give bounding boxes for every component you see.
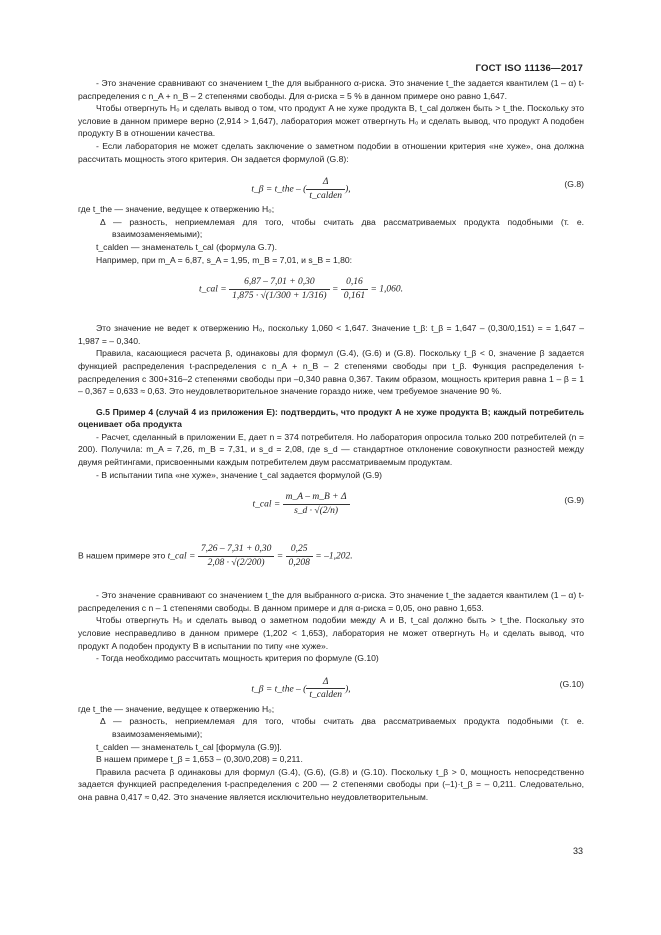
formula-g8: t_β = t_the – ( $\frac{\Delta}{\text{t\_calden}}$ ), (G.8) xyxy=(251,177,584,201)
formula-lhs: t_β = t_the – xyxy=(251,684,301,695)
denominator: 0,208 xyxy=(288,557,310,568)
formula-example-2 xyxy=(78,537,584,585)
formula-label: (G.9) xyxy=(564,495,584,506)
paragraph: Правила расчета β одинаковы для формул (G.4), (G.6), (G.8) и (G.10). Поскольку t_β > 0, мощность непосредственно задается функцией распределения t-распределения с 200 — 2 степенями свободы при (–1)·t_β = – 0,211. Следовательно, она равна 0,417 ≈ 0,42. Это значение является исключительно неудовлетворительным. xyxy=(78,766,584,802)
paragraph: Чтобы отвергнуть H₀ и сделать вывод о заметном подобии между A и B, t_cal должно быть > t_the. Поскольку это условие несправедливо в данном примере (1,202 < 1,653), лаборатория не может отвергнуть H₀ и сделать вывод, что продукт A подобен продукту B в испытании по типу «не хуже». xyxy=(78,615,584,651)
document-code: ГОСТ ISO 11136—2017 xyxy=(475,63,583,74)
paragraph: - Если лаборатория не может сделать заключение о заметном подобии в отношении критерия «не хуже», она должна рассчитать мощность этого критерия. Он задается формулой (G.8): xyxy=(78,140,584,164)
paragraph: - Это значение сравнивают со значением t_the для выбранного α-риска. Это значение t_the задается квантилем (1 – α) t-распределения с n_A + n_B – 2 степенями свободы. Для α-риска = 5 % в данном примере оно равно 1,647. xyxy=(78,78,584,101)
fraction xyxy=(283,491,350,517)
denominator: 2,08 · √(2/200) xyxy=(207,557,265,568)
definition: t_calden — знаменатель t_cal [формула (G.9)]. xyxy=(96,741,282,752)
section-heading: G.5 Пример 4 (случай 4 из приложения E): подтвердить, что продукт A не хуже продукта B; каждый потребитель оценивает оба продукта xyxy=(78,406,584,430)
definition: t_calden — знаменатель t_cal (формула G.7). xyxy=(96,241,277,252)
numerator: Δ xyxy=(306,676,345,690)
fraction xyxy=(198,543,275,569)
numerator: Δ xyxy=(306,176,345,190)
formula-result: = 1,060. xyxy=(370,284,404,295)
example-lead: В нашем примере это xyxy=(78,550,166,561)
paragraph: В нашем примере t_β = 1,653 – (0,30/0,208) = 0,211. xyxy=(96,754,303,765)
numerator: 0,16 xyxy=(341,276,368,290)
fraction xyxy=(229,276,329,302)
page-number: 33 xyxy=(573,846,584,856)
numerator: 6,87 – 7,01 + 0,30 xyxy=(229,276,329,290)
formula-g9 xyxy=(78,485,584,533)
paragraph: - Тогда необходимо рассчитать мощность критерия по формуле (G.10) xyxy=(96,653,379,664)
formula-lhs: t_cal = xyxy=(252,499,281,510)
numerator: m_A – m_B + Δ xyxy=(283,491,350,505)
equals-sign: = xyxy=(276,551,284,562)
numerator: 0,25 xyxy=(286,543,313,557)
definition: где t_the — значение, ведущее к отвержению H₀; xyxy=(78,204,275,215)
definition: Δ — разность, неприемлемая для того, чтобы считать два рассматриваемых продукта подобными (т. е. взаимозаменяемыми); xyxy=(100,716,584,739)
paragraph: Правила, касающиеся расчета β, одинаковы для формул (G.4), (G.6) и (G.8). Поскольку t_β < 0, значение β задается функцией распределения t-распределения с n_A + n_B – 2 степенями свободы при t_β. Функция распределения t-распределения с 300+316–2 степенями свободы при –0,340 равна 0,367. Таким образом, мощность критерия равна 1 – β = 1 – 0,367 = 0,633 ≈ 0,63. Это неудовлетворительное значение гораздо ниже, чем требуемое значение 90 %. xyxy=(78,348,584,397)
formula-lhs: t_β = t_the – xyxy=(251,184,301,195)
formula-lhs: t_cal = xyxy=(167,551,196,562)
numerator: 7,26 – 7,31 + 0,30 xyxy=(198,543,275,557)
formula-result: = –1,202. xyxy=(315,551,353,562)
paragraph: Например, при m_A = 6,87, s_A = 1,95, m_B = 7,01, и s_B = 1,80: xyxy=(96,254,353,265)
denominator: 1,875 · √(1/300 + 1/316) xyxy=(232,290,327,301)
formula-label: (G.10) xyxy=(559,678,584,689)
paragraph: - В испытании типа «не хуже», значение t_cal задается формулой (G.9) xyxy=(96,469,383,480)
formula-example-1 xyxy=(78,270,584,318)
fraction xyxy=(306,176,345,202)
fraction xyxy=(306,676,345,702)
formula-label: (G.8) xyxy=(564,179,584,190)
paragraph: - Расчет, сделанный в приложении E, дает n = 374 потребителя. Но лаборатория опросила только 200 потребителей (n = 200). Получила: m_A = 7,26, m_B = 7,31, и s_d = 2,08, где s_d — стандартное отклонение совокупности разностей между двумя рейтингами, присвоенными каждым потребителем двум рассматриваемым продуктам. xyxy=(78,431,584,468)
page-content xyxy=(78,77,584,804)
denominator: t_calden xyxy=(309,190,343,201)
denominator: t_calden xyxy=(309,690,343,701)
fraction xyxy=(341,276,368,302)
definition: Δ — разность, неприемлемая для того, чтобы считать два рассматриваемых продукта подобными (т. е. взаимозаменяемыми); xyxy=(100,216,584,240)
paragraph: Чтобы отвергнуть H₀ и сделать вывод о том, что продукт A не хуже продукта B, t_cal должен быть > t_the. Поскольку это условие в данном примере верно (2,914 > 1,647), лаборатория может отвергнуть H₀ и сделать вывод, что продукт A подобен продукту B в отношении качества. xyxy=(78,103,584,139)
formula-g10: t_β = t_the – ( $\frac{\Delta}{\text{t\_calden}}$ ), (G.10) xyxy=(251,676,584,701)
definition: где t_the — значение, ведущее к отвержению H₀; xyxy=(78,703,275,714)
paragraph: - Это значение сравнивают со значением t_the для выбранного α-риска. Это значение t_the задается квантилем (1 – α) t-распределения с n – 1 степенями свободы. В данном примере и для α-риска = 0,05, оно равно 1,653. xyxy=(78,590,584,613)
paragraph: Это значение не ведет к отвержению H₀, поскольку 1,060 < 1,647. Значение t_β: t_β = 1,647 – (0,30/0,151) = = 1,647 – 1,987 = – 0,340. xyxy=(78,323,584,346)
denominator: s_d · √(2/n) xyxy=(294,505,339,516)
fraction xyxy=(286,543,313,569)
denominator: 0,161 xyxy=(343,290,366,301)
equals-sign: = xyxy=(331,284,339,295)
formula-lhs: t_cal = xyxy=(198,284,227,295)
